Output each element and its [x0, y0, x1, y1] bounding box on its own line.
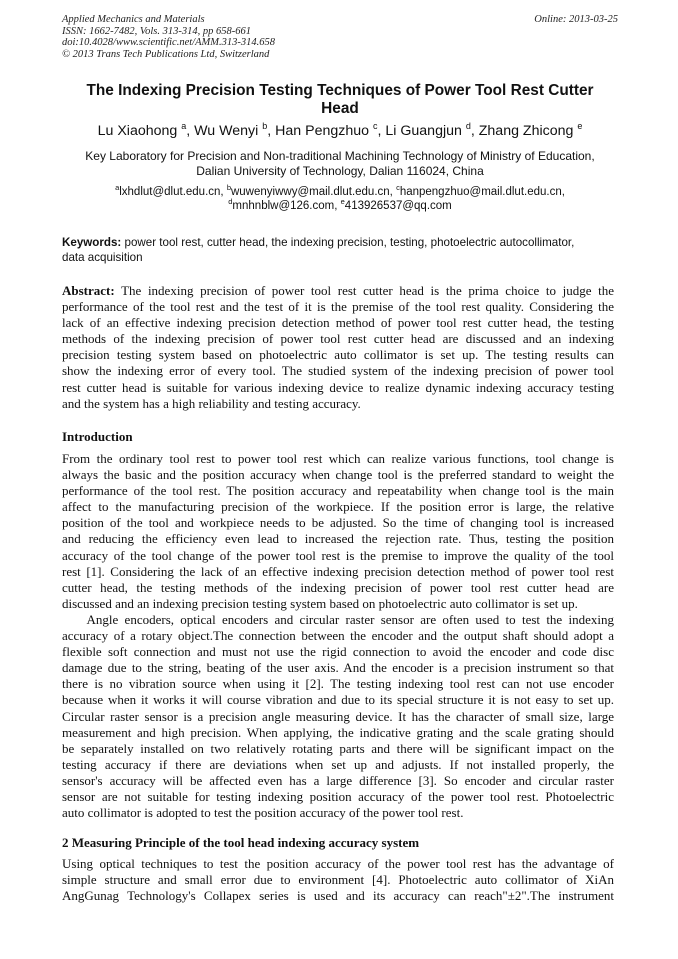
section-heading-measuring-principle: 2 Measuring Principle of the tool head indexing accuracy system [62, 835, 420, 850]
email-e[interactable]: 413926537@qq.com [344, 200, 452, 212]
paragraph-line: Circular raster sensor is a precision angle measuring device. It has the character of small size, large [62, 708, 614, 724]
affiliation [62, 149, 618, 179]
abstract-line: and the system has a high reliability and testing accuracy. [62, 395, 361, 411]
email-mark: d [228, 197, 233, 206]
author-mark: d [465, 121, 471, 131]
paper-title [62, 82, 618, 118]
paragraph-line: testing accuracy if there are deviations when set up and adjusts. If not installed properly, the [62, 756, 614, 772]
affiliation-line-1: Key Laboratory for Precision and Non-traditional Machining Technology of Ministry of Education, [85, 149, 595, 163]
email-b[interactable]: wuwenyiwwy@mail.dlut.edu.cn, [230, 186, 397, 198]
abstract-text: The indexing precision of power tool rest cutter head is the prima choice to judge the [114, 283, 614, 298]
paragraph-line: auto collimator is adopted to test the position accuracy of the power tool rest. [62, 805, 464, 821]
abstract-line: rest cutter head is suitable for various indexing device to realize dynamic indexing accuracy testing [62, 379, 614, 395]
author-emails [62, 185, 618, 213]
abstract-line: precision testing system based on photoelectric auto collimator is set up. The testing results can [62, 347, 614, 363]
author-name: Wu Wenyi [194, 123, 259, 139]
paragraph-line: Using optical techniques to test the position accuracy of the power tool rest has the advantage of [62, 856, 614, 871]
email-mark: e [340, 197, 345, 206]
abstract-line: performance of the tool rest and the test of it is the premise of the tool rest quality. Considering the [62, 299, 614, 315]
paragraph-line: simple structure and small error due to environment [4]. Photoelectric auto collimator of XiAn [62, 872, 614, 888]
author-separator: , [186, 123, 195, 139]
email-line-2 [62, 199, 618, 213]
author-mark: c [372, 121, 378, 131]
abstract-label: Abstract: [62, 283, 115, 298]
title-line-1: The Indexing Precision Testing Techniques of Power Tool Rest Cutter [86, 82, 594, 99]
issn-line: ISSN: 1662-7482, Vols. 313-314, pp 658-661 [62, 25, 251, 37]
paragraph-line: be separately installed on two relatively rotating parts and there will be significant impact on the [62, 740, 614, 756]
affiliation-line-2: Dalian University of Technology, Dalian 116024, China [196, 164, 484, 178]
doi-line: doi:10.4028/www.scientific.net/AMM.313-314.658 [62, 37, 275, 48]
keywords-block [62, 235, 618, 265]
email-mark: c [396, 183, 400, 192]
paragraph-line: because when it works it will course vibration and due to its special structure it is not easy to set up. [62, 692, 614, 708]
keywords-line-2: data acquisition [62, 251, 143, 264]
online-date: Online: 2013-03-25 [534, 14, 618, 25]
paragraph-line: Angle encoders, optical encoders and circular raster sensor are often used to test the indexing [62, 611, 614, 627]
section-heading-introduction: Introduction [62, 429, 133, 444]
abstract-line: lack of an effective indexing precision detection method of power tool rest cutter head, the testing [62, 315, 614, 331]
email-mark: b [226, 183, 231, 192]
paragraph-line: sensor's accuracy will be affected even has a large difference [3]. So encoder and circular raster [62, 772, 614, 788]
paragraph-line: discussed and an indexing precision testing system based on photoelectric auto collimator is set up. [62, 595, 578, 611]
introduction-body [62, 451, 614, 821]
section2-body [62, 856, 614, 904]
keywords-text: power tool rest, cutter head, the indexing precision, testing, photoelectric autocollimator, [121, 236, 575, 249]
paragraph-line: accuracy of a rotary object.The connection between the encoder and the output shaft should adopt a [62, 628, 614, 644]
journal-name: Applied Mechanics and Materials [62, 14, 205, 25]
author-name: Han Pengzhuo [275, 123, 370, 139]
author-name: Lu Xiaohong [97, 123, 178, 139]
author-separator: , [377, 123, 386, 139]
author-separator: , [470, 123, 479, 139]
paragraph-line: accuracy of the tool change of the power tool rest is the premise to improve the quality of the tool [62, 547, 614, 563]
paragraph-line: measurement and high precision. When applying, the indicative grating and the scale grating should [62, 724, 614, 740]
email-a[interactable]: lxhdlut@dlut.edu.cn, [119, 186, 227, 198]
author-name: Zhang Zhicong [478, 123, 574, 139]
author-list [62, 122, 618, 140]
paragraph-line: sensor are not suitable for testing indexing position accuracy of the power tool rest. Photoelectric [62, 788, 614, 804]
paragraph-line: performance of the tool rest. The position accuracy and repeatability when change tool is the main [62, 483, 614, 499]
paragraph-line: From the ordinary tool rest to power tool rest which can realize various functions, tool change is [62, 451, 614, 466]
email-d[interactable]: mnhnblw@126.com, [232, 200, 341, 212]
paragraph-line: cutter head, the testing methods of the indexing precision of power tool rest cutter head are [62, 579, 614, 595]
paragraph-line: flexible soft connection and must not use the rigid connection to avoid the encoder and code disc [62, 644, 614, 660]
paragraph-line: and reducing the efficiency even lead to increased the rejection rate. Thus, testing the position [62, 531, 614, 547]
author-separator: , [267, 123, 276, 139]
keywords-label: Keywords: [62, 236, 122, 249]
email-c[interactable]: hanpengzhuo@mail.dlut.edu.cn, [399, 186, 565, 198]
paragraph-line: affect to the manufacturing precision of the workpiece. If the position error is large, the relative [62, 499, 614, 515]
abstract-line: show the indexing error of every tool. The studied system of the indexing precision of power tool [62, 363, 614, 379]
copyright-line: © 2013 Trans Tech Publications Ltd, Switzerland [62, 48, 270, 60]
paragraph-line: there is no vibration source when using it [2]. The testing indexing tool rest can not use encoder [62, 676, 614, 692]
email-mark: a [115, 183, 120, 192]
author-mark: e [577, 121, 583, 131]
abstract-line [62, 283, 614, 299]
title-line-2: Head [321, 100, 359, 117]
journal-header [62, 14, 618, 60]
author-mark: b [262, 121, 268, 131]
abstract-block [62, 283, 614, 412]
author-name: Li Guangjun [385, 123, 462, 139]
author-mark: a [181, 121, 187, 131]
paragraph-line: damage due to the string, beating of the user axis. And the encoder is a precision instrument so that [62, 660, 614, 676]
abstract-line: methods of the indexing precision of power tool rest cutter head are discussed and an indexing [62, 331, 614, 347]
paragraph-line: always the basic and the position accuracy when change tool is the preferred standard to weight the [62, 467, 614, 483]
paragraph-line: position of the tool and workpiece needs to be adjusted. So the time of changing tool is increased [62, 515, 614, 531]
paragraph-line: rest [1]. Considering the lack of an effective indexing precision detection method of power tool rest [62, 563, 614, 579]
keywords-line-1 [62, 235, 618, 250]
paragraph-line: AngGunag Technology's Collapex series is used and its accuracy can reach"±2".The instrument [62, 888, 614, 904]
